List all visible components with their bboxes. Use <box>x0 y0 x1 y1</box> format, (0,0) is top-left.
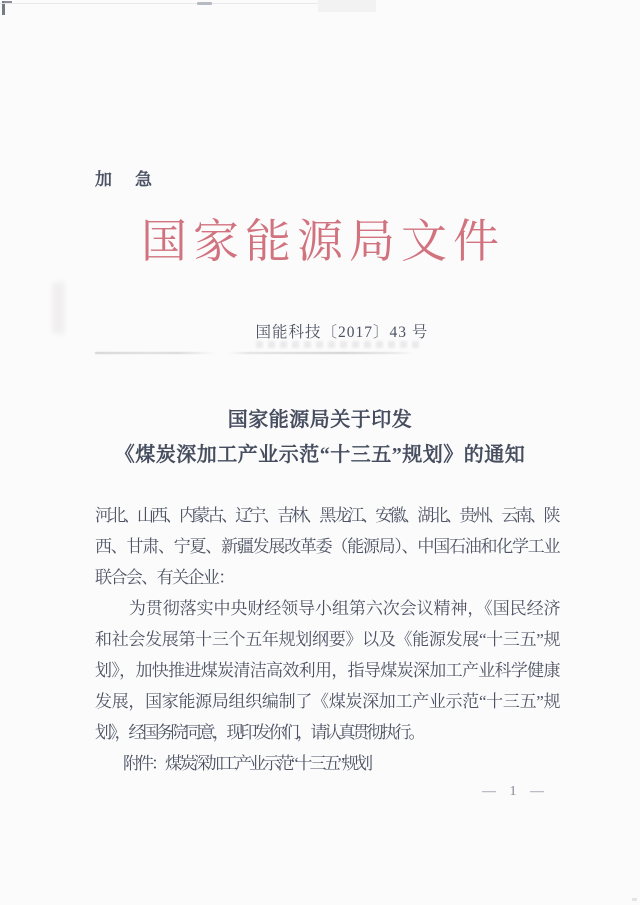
notice-title-line2: 《煤炭深加工产业示范“十三五”规划》的通知 <box>114 444 526 466</box>
scan-edge-hairline <box>0 3 362 4</box>
body-line: 河北、山西、内蒙古、辽宁、吉林、黑龙江、安徽、湖北、贵州、云南、陕 <box>95 506 557 525</box>
urgency-label: 加 急 <box>95 170 155 189</box>
agency-header-title: 国家能源局文件 <box>141 216 505 267</box>
document-body <box>95 500 557 779</box>
notice-title <box>0 403 640 473</box>
document-number: 国能科技〔2017〕43 号 <box>255 324 429 341</box>
notice-title-line1: 国家能源局关于印发 <box>227 409 413 431</box>
scan-dot-artifact <box>632 898 637 901</box>
attachment-line: 附件：煤炭深加工产业示范“十三五”规划 <box>95 754 371 773</box>
header-separator-line <box>95 352 413 354</box>
scan-ghost-text-artifact <box>256 341 424 348</box>
page-number: — 1 — <box>482 784 549 799</box>
body-line: 西、甘肃、宁夏、新疆发展改革委（能源局）、中国石油和化学工业 <box>95 537 557 556</box>
body-line: 为贯彻落实中央财经领导小组第六次会议精神，《国民经济 <box>95 599 557 618</box>
body-line: 划》，加快推进煤炭清洁高效利用，指导煤炭深加工产业科学健康 <box>95 661 557 680</box>
scan-streak-artifact <box>197 2 212 5</box>
body-line: 和社会发展第十三个五年规划纲要》以及《能源发展“十三五”规 <box>95 630 557 649</box>
scan-band-artifact <box>318 0 376 12</box>
body-line: 发展，国家能源局组织编制了《煤炭深加工产业示范“十三五”规 <box>95 692 557 711</box>
body-line: 联合会、有关企业： <box>95 568 234 587</box>
body-line: 划》，经国务院同意，现印发你们，请认真贯彻执行。 <box>95 723 423 742</box>
